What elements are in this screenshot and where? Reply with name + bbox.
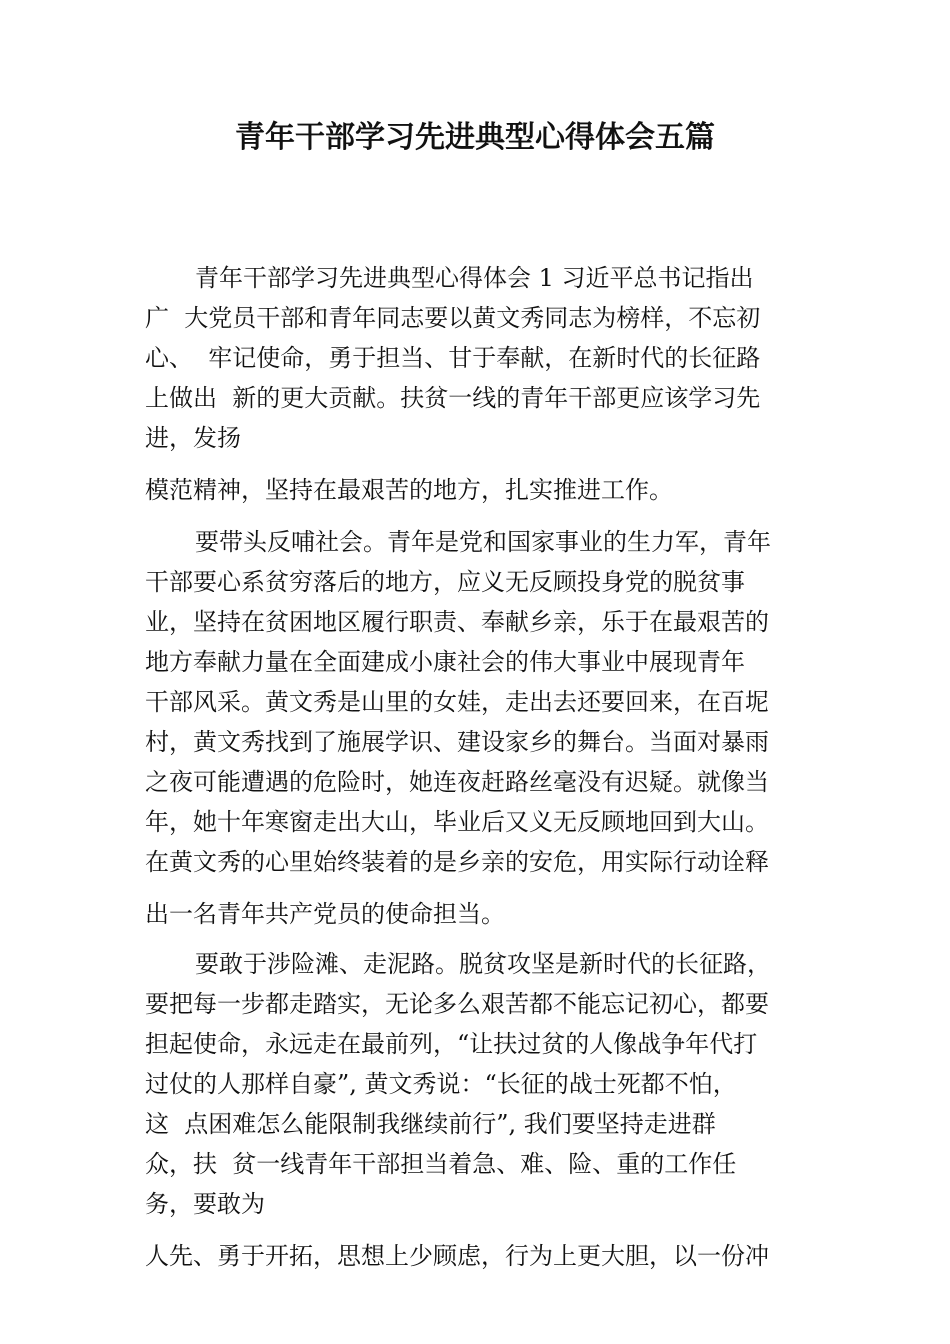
paragraph-line: 务，要敢为: [145, 1190, 265, 1218]
paragraph-line: 要带头反哺社会。青年是党和国家事业的生力军，青年: [195, 528, 771, 556]
paragraph-line: 广 大党员干部和青年同志要以黄文秀同志为榜样，不忘初: [145, 304, 761, 332]
paragraph-line: 要敢于涉险滩、走泥路。脱贫攻坚是新时代的长征路，: [195, 950, 771, 978]
document-body: [145, 258, 805, 1276]
paragraph-line: 村，黄文秀找到了施展学识、建设家乡的舞台。当面对暴雨: [145, 728, 769, 756]
paragraph-line: 出一名青年共产党员的使命担当。: [145, 900, 505, 928]
paragraph-line: 年，她十年寒窗走出大山，毕业后又义无反顾地回到大山。: [145, 808, 769, 836]
paragraph-line: 上做出 新的更大贡献。扶贫一线的青年干部更应该学习先: [145, 384, 761, 412]
document-title: 青年干部学习先进典型心得体会五篇: [235, 120, 715, 155]
paragraph-line: 业，坚持在贫困地区履行职责、奉献乡亲，乐于在最艰苦的: [145, 608, 769, 636]
paragraph-line: 干部风采。黄文秀是山里的女娃，走出去还要回来，在百坭: [145, 688, 769, 716]
paragraph-line: 模范精神，坚持在最艰苦的地方，扎实推进工作。: [145, 476, 673, 504]
paragraph-line: 在黄文秀的心里始终装着的是乡亲的安危，用实际行动诠释: [145, 848, 769, 876]
paragraph-line: 进，发扬: [145, 424, 241, 452]
paragraph-line: 干部要心系贫穷落后的地方，应义无反顾投身党的脱贫事: [145, 568, 745, 596]
paragraph-line: 青年干部学习先进典型心得体会 1 习近平总书记指出: [195, 264, 754, 292]
paragraph-line: 之夜可能遭遇的危险时，她连夜赶路丝毫没有迟疑。就像当: [145, 768, 769, 796]
paragraph-line: 这 点困难怎么能限制我继续前行”, 我们要坚持走进群: [145, 1110, 716, 1138]
paragraph-line: 地方奉献力量在全面建成小康社会的伟大事业中展现青年: [145, 648, 745, 676]
paragraph-line: 担起使命，永远走在最前列，“让扶过贫的人像战争年代打: [145, 1030, 758, 1058]
paragraph-line: 人先、勇于开拓，思想上少顾虑，行为上更大胆，以一份冲: [145, 1242, 769, 1270]
paragraph-line: 众，扶 贫一线青年干部担当着急、难、险、重的工作任: [145, 1150, 737, 1178]
paragraph-line: 心、 牢记使命，勇于担当、甘于奉献，在新时代的长征路: [145, 344, 761, 372]
paragraph-line: 过仗的人那样自豪”, 黄文秀说：“长征的战士死都不怕，: [145, 1070, 737, 1098]
paragraph-line: 要把每一步都走踏实，无论多么艰苦都不能忘记初心，都要: [145, 990, 769, 1018]
